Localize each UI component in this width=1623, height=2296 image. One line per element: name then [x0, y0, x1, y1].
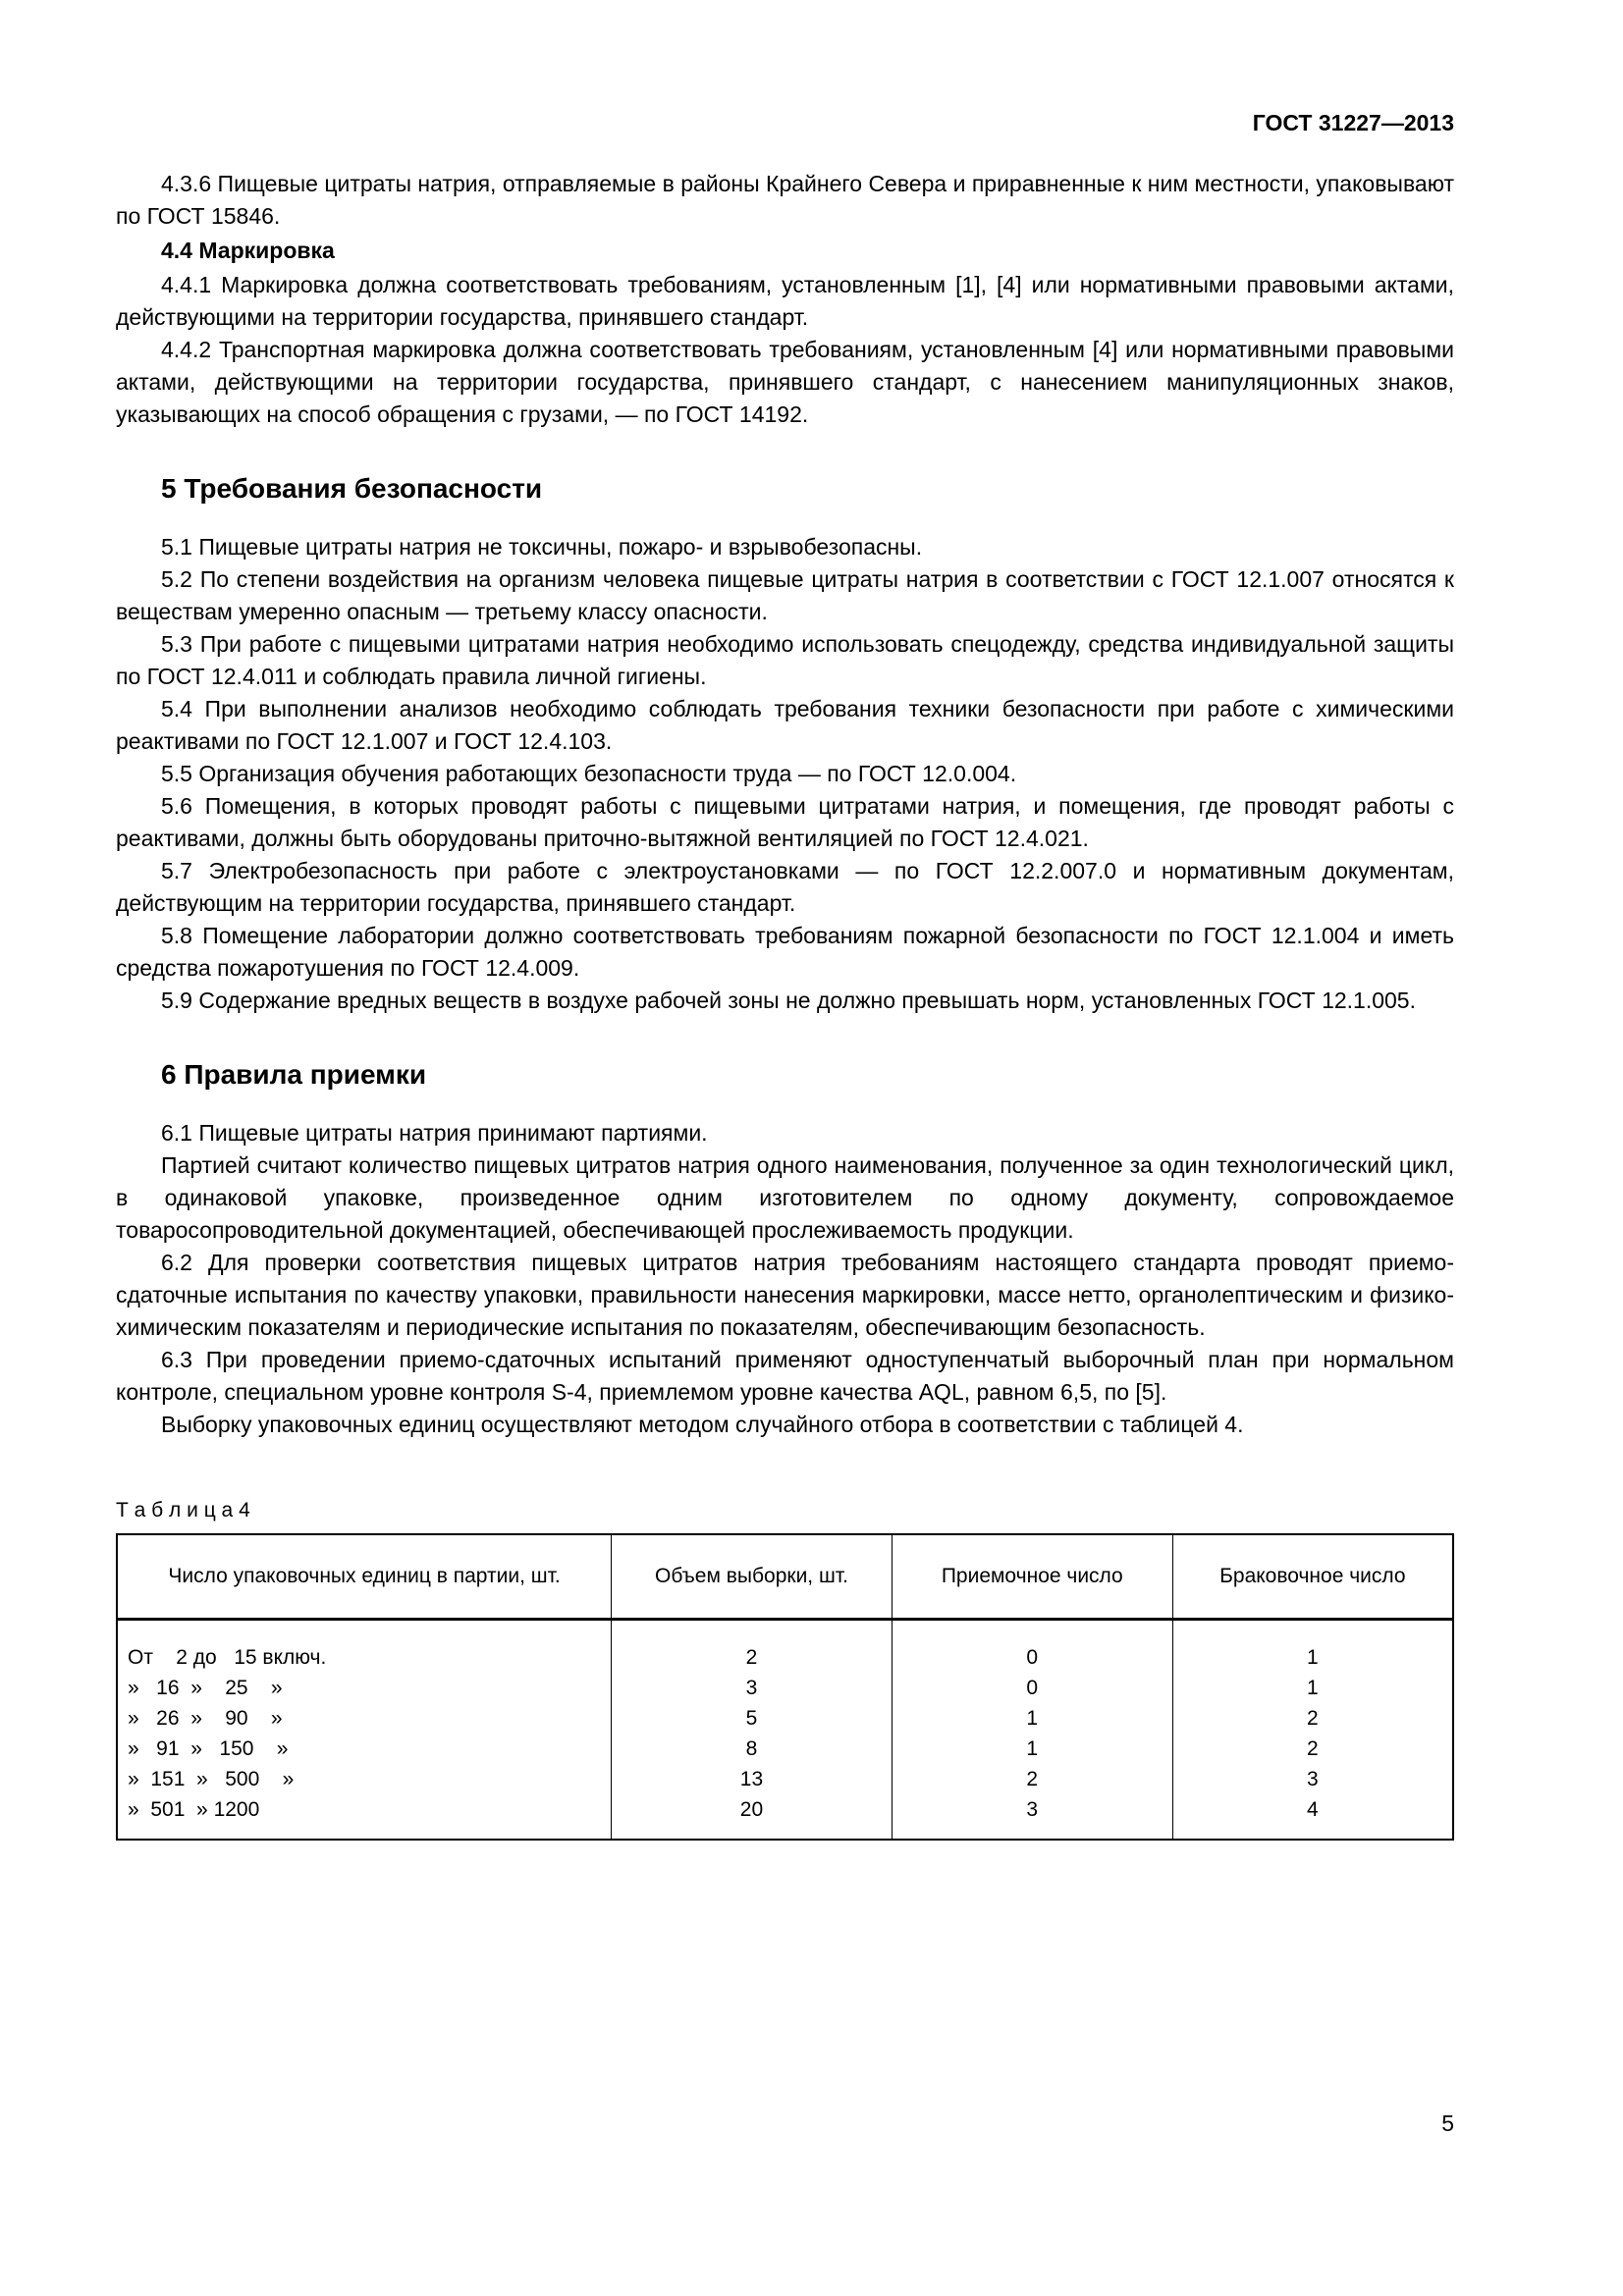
table-row: [117, 1734, 1453, 1764]
table-header-row: [117, 1534, 1453, 1620]
cell-range: » 151 » 500 »: [117, 1764, 612, 1794]
cell-accept: 3: [892, 1794, 1172, 1840]
cell-range: » 501 » 1200: [117, 1794, 612, 1840]
col-header-acceptance-number: Приемочное число: [892, 1534, 1172, 1620]
section-heading-5: 5 Требования безопасности: [161, 473, 543, 504]
table-row: [117, 1673, 1453, 1703]
paragraph-4-4-1: 4.4.1 Маркировка должна соответствовать требованиям, установленным [1], [4] или нормативными правовыми актами, действующими на территории государства, принявшего стандарт.: [116, 272, 1454, 330]
paragraph-4-4-2: 4.4.2 Транспортная маркировка должна соответствовать требованиям, установленным [4] или нормативными правовыми актами, действующими на территории государства, принявшего стандарт, с нанесением манипуляционных знаков, указывающих на способ обращения с грузами, — по ГОСТ 14192.: [116, 337, 1454, 427]
paragraph-6-1-batch: Партией считают количество пищевых цитратов натрия одного наименования, полученное за один технологический цикл, в одинаковой упаковке, произведенное одним изготовителем по одному документу, сопровождаемое товаросопроводительной документацией, обеспечивающей прослеживаемость продукции.: [116, 1152, 1454, 1243]
col-header-sample-size: Объем выборки, шт.: [612, 1534, 893, 1620]
paragraph-6-2: 6.2 Для проверки соответствия пищевых цитратов натрия требованиям настоящего стандарта проводят приемо-сдаточные испытания по качеству упаковки, правильности нанесения маркировки, массе нетто, органолептическим и физико-химическим показателям и периодические испытания по показателям, обеспечивающим безопасность.: [116, 1250, 1454, 1340]
cell-reject: 2: [1172, 1734, 1453, 1764]
cell-range: » 16 » 25 »: [117, 1673, 612, 1703]
paragraph-5-5: 5.5 Организация обучения работающих безопасности труда — по ГОСТ 12.0.004.: [161, 761, 1017, 786]
cell-reject: 4: [1172, 1794, 1453, 1840]
section-heading-6: 6 Правила приемки: [161, 1059, 427, 1090]
paragraph-5-4: 5.4 При выполнении анализов необходимо соблюдать требования техники безопасности при работе с химическими реактивами по ГОСТ 12.1.007 и ГОСТ 12.4.103.: [116, 696, 1454, 754]
cell-range: » 26 » 90 »: [117, 1703, 612, 1734]
table-4-caption: Т а б л и ц а 4: [116, 1499, 250, 1522]
table-row: [117, 1764, 1453, 1794]
cell-accept: 1: [892, 1734, 1172, 1764]
table-row: [117, 1794, 1453, 1840]
paragraph-5-8: 5.8 Помещение лаборатории должно соответствовать требованиям пожарной безопасности по ГОСТ 12.1.004 и иметь средства пожаротушения по ГОСТ 12.4.009.: [116, 923, 1454, 981]
cell-accept: 2: [892, 1764, 1172, 1794]
paragraph-5-1: 5.1 Пищевые цитраты натрия не токсичны, пожаро- и взрывобезопасны.: [161, 534, 923, 560]
cell-accept: 0: [892, 1620, 1172, 1674]
cell-sample: 13: [612, 1764, 893, 1794]
paragraph-6-3-sampling: Выборку упаковочных единиц осуществляют методом случайного отбора в соответствии с таблицей 4.: [161, 1412, 1244, 1437]
cell-accept: 0: [892, 1673, 1172, 1703]
paragraph-5-9: 5.9 Содержание вредных веществ в воздухе рабочей зоны не должно превышать норм, установленных ГОСТ 12.1.005.: [161, 988, 1416, 1013]
paragraph-6-3: 6.3 При проведении приемо-сдаточных испытаний применяют одноступенчатый выборочный план при нормальном контроле, специальном уровне контроля S-4, приемлемом уровне качества AQL, равном 6,5, по [5].: [116, 1347, 1454, 1405]
table-4: [116, 1533, 1454, 1841]
table-row: [117, 1703, 1453, 1734]
paragraph-5-7: 5.7 Электробезопасность при работе с электроустановками — по ГОСТ 12.2.007.0 и нормативным документам, действующим на территории государства, принявшего стандарт.: [116, 858, 1454, 916]
doc-code-header: ГОСТ 31227—2013: [1252, 110, 1454, 135]
paragraph-5-3: 5.3 При работе с пищевыми цитратами натрия необходимо использовать спецодежду, средства индивидуальной защиты по ГОСТ 12.4.011 и соблюдать правила личной гигиены.: [116, 631, 1454, 689]
paragraph-6-1: 6.1 Пищевые цитраты натрия принимают партиями.: [161, 1120, 708, 1146]
cell-reject: 3: [1172, 1764, 1453, 1794]
paragraph-5-2: 5.2 По степени воздействия на организм человека пищевые цитраты натрия в соответствии с ГОСТ 12.1.007 относятся к веществам умеренно опасным — третьему классу опасности.: [116, 566, 1454, 624]
cell-reject: 1: [1172, 1673, 1453, 1703]
subsection-heading-4-4: 4.4 Маркировка: [161, 238, 335, 263]
cell-range: » 91 » 150 »: [117, 1734, 612, 1764]
cell-range: От 2 до 15 включ.: [117, 1620, 612, 1674]
cell-accept: 1: [892, 1703, 1172, 1734]
col-header-batch-size: Число упаковочных единиц в партии, шт.: [117, 1534, 612, 1620]
cell-sample: 8: [612, 1734, 893, 1764]
paragraph-5-6: 5.6 Помещения, в которых проводят работы с пищевыми цитратами натрия, и помещения, где проводят работы с реактивами, должны быть оборудованы приточно-вытяжной вентиляцией по ГОСТ 12.4.021.: [116, 793, 1454, 851]
cell-sample: 3: [612, 1673, 893, 1703]
cell-reject: 2: [1172, 1703, 1453, 1734]
page-number: 5: [1441, 2110, 1454, 2136]
cell-sample: 2: [612, 1620, 893, 1674]
cell-sample: 5: [612, 1703, 893, 1734]
paragraph-4-3-6: 4.3.6 Пищевые цитраты натрия, отправляемые в районы Крайнего Севера и приравненные к ним местности, упаковывают по ГОСТ 15846.: [116, 171, 1454, 229]
table-row: [117, 1620, 1453, 1674]
col-header-rejection-number: Браковочное число: [1172, 1534, 1453, 1620]
cell-sample: 20: [612, 1794, 893, 1840]
cell-reject: 1: [1172, 1620, 1453, 1674]
